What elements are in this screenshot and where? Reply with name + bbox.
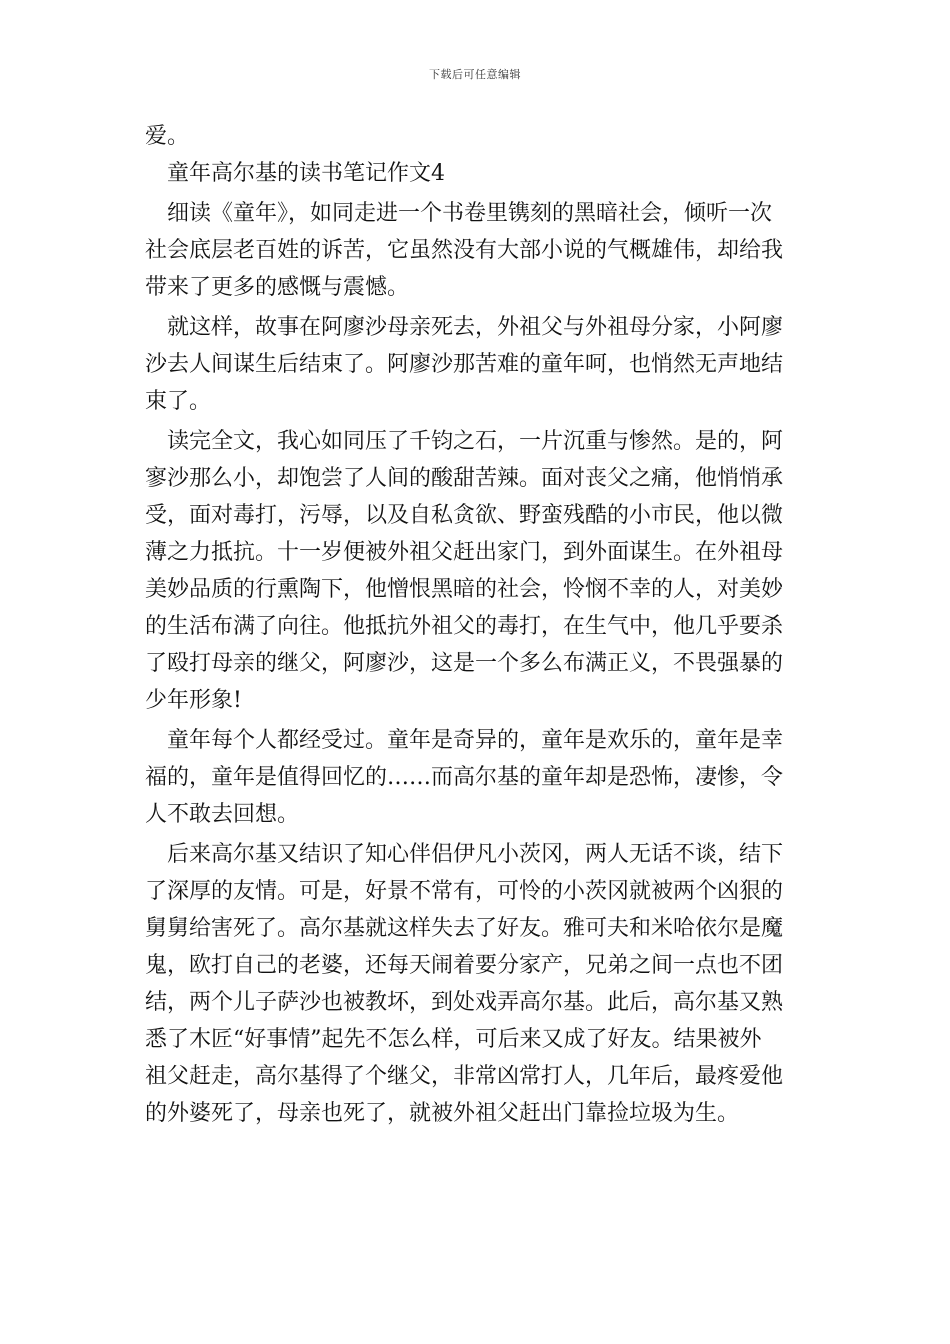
paragraph-5-line: 了深厚的友情。可是，好景不常有，可怜的小茨冈就被两个凶狠的: [145, 879, 784, 904]
paragraph-2-line: 就这样，故事在阿廖沙母亲死去，外祖父与外祖母分家，小阿廖: [167, 315, 784, 340]
paragraph-3-line: 了殴打母亲的继父，阿廖沙，这是一个多么布满正义，不畏强暴的: [145, 651, 784, 676]
text-line: 爱。: [145, 124, 190, 149]
paragraph-4-line: 人不敢去回想。: [145, 802, 300, 827]
paragraph-5-line: 祖父赶走，高尔基得了个继父，非常凶常打人，几年后，最疼爱他: [145, 1064, 784, 1089]
document-body: [145, 118, 810, 1132]
paragraph-1-line: 带来了更多的感慨与震憾。: [145, 275, 410, 300]
paragraph-3-line: 读完全文，我心如同压了千钧之石，一片沉重与惨然。是的，阿: [167, 429, 784, 454]
paragraph-3-line: 的生活布满了向往。他抵抗外祖父的毒打，在生气中，他几乎要杀: [145, 614, 784, 639]
paragraph-1-line: 细读《童年》，如同走进一个书卷里镌刻的黑暗社会，倾听一次: [167, 201, 773, 226]
paragraph-3-line: 少年形象!: [145, 688, 242, 713]
paragraph-5-line: 悉了木匠“好事情”起先不怎么样，可后来又成了好友。结果被外: [145, 1027, 762, 1052]
paragraph-1-line: 社会底层老百姓的诉苦，它虽然没有大部小说的气概雄伟，却给我: [145, 238, 784, 263]
paragraph-5-line: 鬼，欧打自己的老婆，还每天闹着要分家产，兄弟之间一点也不团: [145, 953, 784, 978]
paragraph-3-line: 受，面对毒打，污辱，以及自私贪欲、野蛮残酷的小市民，他以微: [145, 503, 784, 528]
paragraph-3-line: 美妙品质的行熏陶下，他憎恨黑暗的社会，怜悯不幸的人，对美妙: [145, 577, 784, 602]
paragraph-4-line: 童年每个人都经受过。童年是奇异的，童年是欢乐的，童年是幸: [167, 728, 784, 753]
header-note: 下载后可任意编辑: [429, 68, 521, 81]
paragraph-3-line: 寥沙那么小，却饱尝了人间的酸甜苦辣。面对丧父之痛，他悄悄承: [145, 466, 784, 491]
paragraph-2-line: 沙去人间谋生后结束了。阿廖沙那苦难的童年呵，也悄然无声地结: [145, 352, 784, 377]
paragraph-3-line: 薄之力抵抗。十一岁便被外祖父赶出家门，到外面谋生。在外祖母: [145, 540, 784, 565]
paragraph-4-line: 福的，童年是值得回忆的……而高尔基的童年却是恐怖，凄惨，令: [145, 765, 784, 790]
paragraph-5-line: 的外婆死了，母亲也死了，就被外祖父赶出门靠捡垃圾为生。: [145, 1101, 740, 1126]
paragraph-5-line: 舅舅给害死了。高尔基就这样失去了好友。雅可夫和米哈依尔是魔: [145, 916, 784, 941]
paragraph-5-line: 结，两个儿子萨沙也被教坏，到处戏弄高尔基。此后，高尔基又熟: [145, 990, 784, 1015]
paragraph-5-line: 后来高尔基又结识了知心伴侣伊凡小茨冈，两人无话不谈，结下: [167, 842, 784, 867]
paragraph-2-line: 束了。: [145, 389, 212, 414]
article-title: 童年高尔基的读书笔记作文4: [167, 161, 445, 186]
